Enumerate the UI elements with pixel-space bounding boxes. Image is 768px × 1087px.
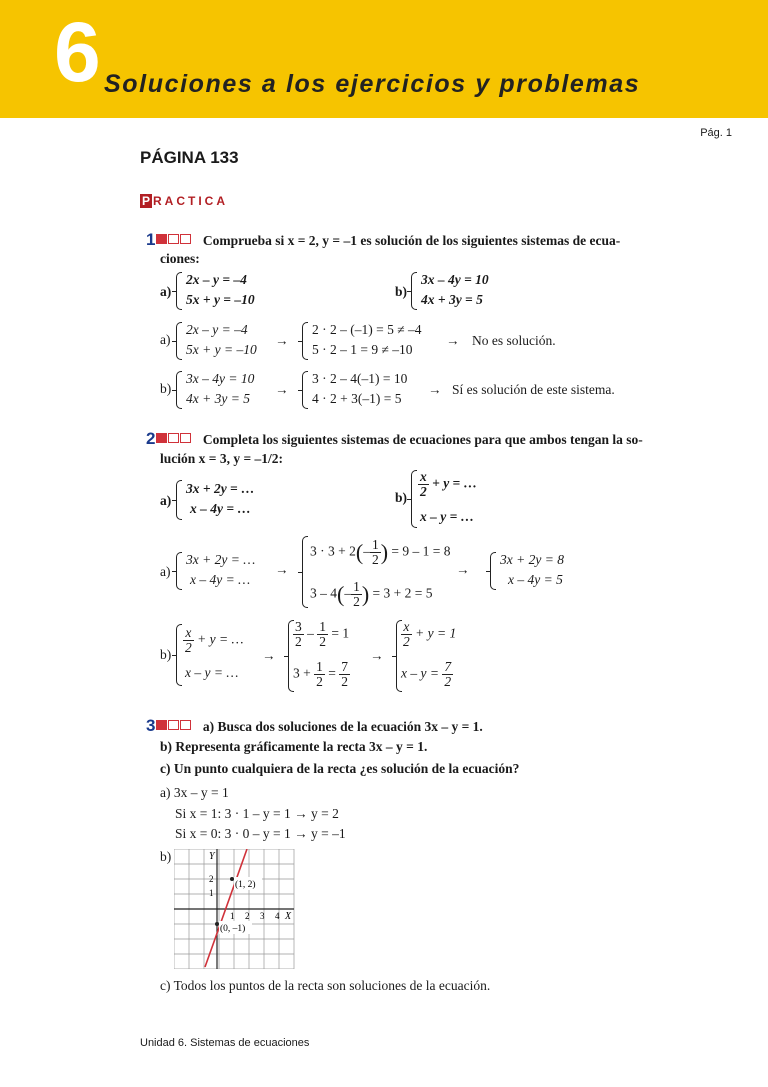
ex2-a-eq1: 3x + 2y = … (186, 481, 255, 496)
ex3-sol-a-3: Si x = 0: 3 · 0 – y = 1 → y = –1 (175, 826, 346, 841)
ex2-sol-b-result2: x – y = $\frac{7}{2}$ (401, 659, 452, 689)
ex1-sol-a-eq2: 5x + y = –10 (186, 342, 257, 357)
y-axis-label: Y (209, 851, 215, 862)
exercise-3-text-a: a) Busca dos soluciones de la ecuación 3x – y = 1. (202, 719, 483, 734)
difficulty-square (156, 720, 167, 730)
ex1-sys-a-eq2: 5x + y = –10 (186, 292, 255, 307)
brace (411, 470, 417, 528)
ex1-sol-a-eq1: 2x – y = –4 (186, 322, 248, 337)
ex2-sol-b-eq2: x – y = … (185, 665, 239, 680)
ex1-sys-b-eq2: 4x + 3y = 5 (421, 292, 483, 307)
exercise-1-text-2: ciones: (160, 251, 200, 266)
point-1-2 (230, 877, 234, 881)
difficulty-square (168, 234, 179, 244)
brace (176, 624, 182, 686)
ex1-sol-b-label: b) (160, 381, 172, 396)
graph-line (205, 849, 247, 967)
section-initial: P (141, 194, 150, 208)
arrow-icon: → (275, 562, 289, 577)
brace (176, 480, 182, 520)
arrow-icon: → (275, 333, 289, 348)
chapter-number: 6 (54, 5, 101, 99)
footer-text: Unidad 6. Sistemas de ecuaciones (140, 1037, 310, 1049)
section-title (140, 194, 228, 208)
exercise-2-number: 2 (146, 429, 156, 448)
line-graph (174, 849, 296, 969)
x-tick-4: 4 (275, 911, 280, 921)
exercise-2-statement (146, 429, 643, 449)
ex2-sol-b-result1: $\frac{x}{2}$ + y = 1 (403, 619, 457, 649)
ex2-sol-a-eq2: x – 4y = … (190, 572, 251, 587)
ex3-sol-a-1: a) 3x – y = 1 (160, 785, 229, 800)
x-tick-2: 2 (245, 911, 250, 921)
brace (302, 371, 308, 409)
brace (176, 322, 182, 360)
ex3-sol-c: c) Todos los puntos de la recta son soluciones de la ecuación. (160, 978, 491, 993)
exercise-3-text-c: c) Un punto cualquiera de la recta ¿es solución de la ecuación? (160, 761, 520, 776)
arrow-icon: → (370, 648, 384, 663)
ex1-sol-a-check2: 5 · 2 – 1 = 9 ≠ –10 (312, 342, 413, 357)
brace (176, 371, 182, 409)
difficulty-square (156, 433, 167, 443)
point-0-neg1 (215, 922, 219, 926)
ex1-sol-b-eq1: 3x – 4y = 10 (186, 371, 255, 386)
ex1-sol-b-result: Sí es solución de este sistema. (452, 382, 615, 397)
point-1-label: (1, 2) (235, 880, 256, 890)
ex1-sol-b-check1: 3 · 2 – 4(–1) = 10 (312, 371, 408, 386)
exercise-3-number: 3 (146, 716, 156, 735)
ex2-a-label: a) (160, 493, 172, 508)
header-band (0, 0, 768, 118)
ex2-sol-a-check1: 3 · 3 + 2(– $\frac{1}{2}$ ) = 9 – 1 = 8 (310, 537, 451, 567)
ex2-b-eq2: x – y = … (420, 509, 475, 524)
difficulty-square (180, 433, 191, 443)
ex1-sol-a-label: a) (160, 332, 171, 347)
arrow-icon: → (428, 382, 442, 397)
arrow-icon: → (446, 333, 460, 348)
section-rest: RACTICA (153, 194, 228, 208)
exercise-1-text: Comprueba si x = 2, y = –1 es solución de los siguientes sistemas de ecua- (202, 233, 621, 248)
difficulty-square (168, 720, 179, 730)
ex2-sol-b-eq1: $\frac{x}{2}$ + y = … (185, 625, 244, 655)
ex2-sol-b-check1: $\frac{3}{2}$ – $\frac{1}{2}$ = 1 (295, 619, 350, 649)
ex1-sol-a-check1: 2 · 2 – (–1) = 5 ≠ –4 (312, 322, 422, 337)
ex1-sys-a-eq1: 2x – y = –4 (186, 272, 247, 287)
ex2-b-eq1: $\frac{x}{2}$ + y = … (420, 469, 478, 499)
y-tick-2: 2 (209, 874, 214, 884)
arrow-icon: → (262, 648, 276, 663)
arrow-icon: → (275, 382, 289, 397)
ex2-b-label: b) (395, 490, 408, 505)
ex2-sol-a-check2: 3 – 4(– $\frac{1}{2}$ ) = 3 + 2 = 5 (310, 579, 433, 609)
ex1-sys-b-label: b) (395, 284, 408, 299)
ex2-a-eq2: x – 4y = … (190, 501, 251, 516)
chapter-title: Soluciones a los ejercicios y problemas (104, 70, 641, 98)
difficulty-square (180, 720, 191, 730)
exercise-1-statement (146, 230, 620, 250)
ex1-sol-b-eq2: 4x + 3y = 5 (186, 391, 250, 406)
exercise-3-statement (146, 716, 483, 736)
ex1-sol-a-result: No es solución. (472, 333, 556, 348)
page-label: Pág. 1 (700, 127, 732, 139)
ex2-sol-b-check2: 3 + $\frac{1}{2}$ = $\frac{7}{2}$ (293, 659, 348, 689)
y-tick-1: 1 (209, 888, 214, 898)
brace (411, 272, 417, 310)
ex3-sol-b-label: b) (160, 849, 172, 864)
brace (490, 552, 496, 590)
ex3-sol-a-2: Si x = 1: 3 · 1 – y = 1 → y = 2 (175, 806, 339, 821)
ex1-sys-b-eq1: 3x – 4y = 10 (421, 272, 489, 287)
exercise-1-number: 1 (146, 230, 156, 249)
x-tick-3: 3 (260, 911, 265, 921)
exercise-2-text: Completa los siguientes sistemas de ecuaciones para que ambos tengan la so- (202, 432, 643, 447)
brace (302, 536, 308, 608)
point-2-label: (0, –1) (220, 924, 246, 934)
ex1-sol-b-check2: 4 · 2 + 3(–1) = 5 (312, 391, 402, 406)
difficulty-square (168, 433, 179, 443)
exercise-2-text-2: lución x = 3, y = –1/2: (160, 451, 284, 466)
brace (302, 322, 308, 360)
ex1-sys-a-label: a) (160, 284, 172, 299)
difficulty-square (156, 234, 167, 244)
arrow-icon: → (456, 562, 470, 577)
x-axis-label: X (285, 911, 292, 922)
x-tick-1: 1 (230, 911, 235, 921)
exercise-3-text-b: b) Representa gráficamente la recta 3x – y = 1. (160, 739, 428, 754)
difficulty-square (180, 234, 191, 244)
ex2-sol-b-label: b) (160, 647, 172, 662)
page-heading: PÁGINA 133 (140, 148, 239, 167)
ex2-sol-a-eq1: 3x + 2y = … (186, 552, 256, 567)
ex2-sol-a-result2: x – 4y = 5 (508, 572, 563, 587)
ex2-sol-a-label: a) (160, 564, 171, 579)
brace (176, 552, 182, 590)
ex2-sol-a-result1: 3x + 2y = 8 (500, 552, 564, 567)
brace (176, 272, 182, 310)
